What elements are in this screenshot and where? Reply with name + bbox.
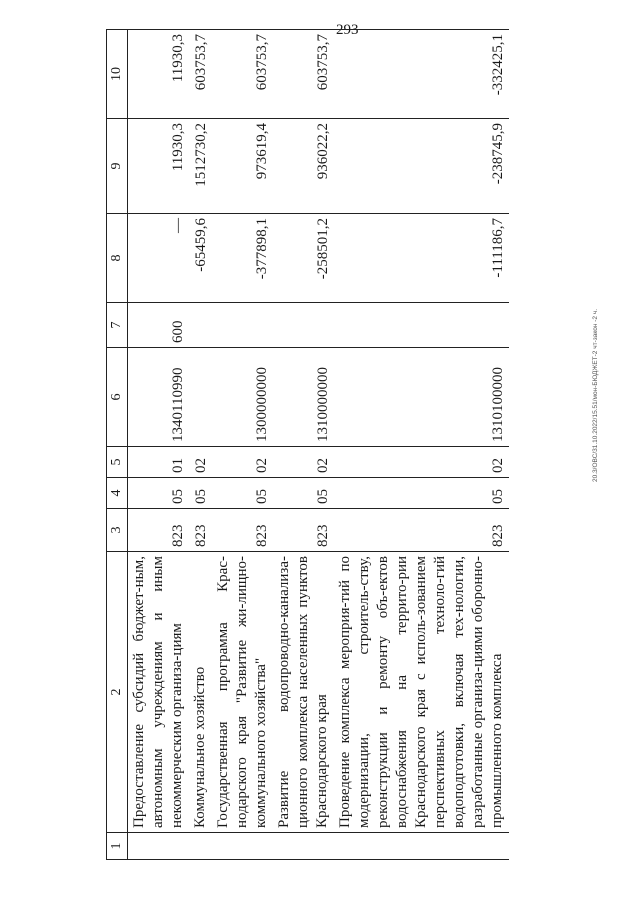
ministry-code-cell: 823: [273, 509, 334, 552]
target-article-cell: [189, 348, 212, 447]
target-article-cell: 1310000000: [273, 348, 334, 447]
page-number: 293: [336, 22, 359, 38]
row-description-cell: Предоставление субсидий бюджет-ным, автономным учреждениям и иным некоммерческим организа-циям: [128, 552, 190, 833]
budget-table-container: [106, 34, 592, 860]
target-article-cell: 1300000000: [212, 348, 273, 447]
column-header-3: 3: [107, 509, 128, 552]
amount-cell-9: 936022,2: [273, 119, 334, 214]
amount-cell-10: 603753,7: [189, 30, 212, 119]
change-amount-cell: -111186,7: [334, 214, 509, 303]
section-code-cell: 05: [334, 478, 509, 509]
column-header-9: 9: [107, 119, 128, 214]
column-header-5: 5: [107, 447, 128, 478]
table-row: [212, 30, 273, 860]
column-header-7: 7: [107, 303, 128, 348]
ministry-code-cell: 823: [212, 509, 273, 552]
amount-cell-10: 11930,3: [128, 30, 190, 119]
amount-cell-10: 603753,7: [273, 30, 334, 119]
column-header-4: 4: [107, 478, 128, 509]
change-amount-cell: -258501,2: [273, 214, 334, 303]
row-number-cell: [189, 833, 212, 860]
ministry-code-cell: 823: [128, 509, 190, 552]
column-header-2: 2: [107, 552, 128, 833]
column-header-1: 1: [107, 833, 128, 860]
change-amount-cell: -377898,1: [212, 214, 273, 303]
column-header-6: 6: [107, 348, 128, 447]
expense-type-cell: [212, 303, 273, 348]
row-number-cell: [212, 833, 273, 860]
row-number-cell: [334, 833, 509, 860]
section-code-cell: 05: [273, 478, 334, 509]
subsection-code-cell: 02: [189, 447, 212, 478]
amount-cell-10: -332425,1: [334, 30, 509, 119]
expense-type-cell: 600: [128, 303, 190, 348]
row-description-cell: Развитие водопроводно-канализа-ционного комплекса населенных пунктов Краснодарского края: [273, 552, 334, 833]
amount-cell-9: -238745,9: [334, 119, 509, 214]
amount-cell-9: 11930,3: [128, 119, 190, 214]
budget-table: [106, 29, 509, 860]
row-description-cell: Проведение комплекса мероприя-тий по модернизации, строитель-ству, реконструкции и ремонту объ-ектов водоснабжения на террито-рии Краснодарского края с исполь-зованием перспективных техноло-гий водоподготовки, включая тех-нологии, разработанные организа-циями оборонно-промышленного комплекса: [334, 552, 509, 833]
amount-cell-9: 973619,4: [212, 119, 273, 214]
table-row: [128, 30, 190, 860]
row-description-cell: Коммунальное хозяйство: [189, 552, 212, 833]
table-row: [334, 30, 509, 860]
amount-cell-10: 603753,7: [212, 30, 273, 119]
ministry-code-cell: 823: [334, 509, 509, 552]
expense-type-cell: [273, 303, 334, 348]
column-header-10: 10: [107, 30, 128, 119]
document-stamp-note: 20.3/ОВС/31.10.2022/15.51/мон-БЮДЖЕТ-2 чт-закон -2 ч.: [592, 308, 599, 482]
subsection-code-cell: 01: [128, 447, 190, 478]
expense-type-cell: [334, 303, 509, 348]
section-code-cell: 05: [212, 478, 273, 509]
row-number-cell: [128, 833, 190, 860]
expense-type-cell: [189, 303, 212, 348]
table-row: [189, 30, 212, 860]
table-row: [273, 30, 334, 860]
target-article-cell: 1310100000: [334, 348, 509, 447]
amount-cell-9: 1512730,2: [189, 119, 212, 214]
row-number-cell: [273, 833, 334, 860]
section-code-cell: 05: [189, 478, 212, 509]
ministry-code-cell: 823: [189, 509, 212, 552]
subsection-code-cell: 02: [212, 447, 273, 478]
change-amount-cell: —: [128, 214, 190, 303]
subsection-code-cell: 02: [334, 447, 509, 478]
target-article-cell: 1340110990: [128, 348, 190, 447]
section-code-cell: 05: [128, 478, 190, 509]
row-description-cell: Государственная программа Крас-нодарского края "Развитие жи-лищно-коммунального хозяйства": [212, 552, 273, 833]
change-amount-cell: -65459,6: [189, 214, 212, 303]
subsection-code-cell: 02: [273, 447, 334, 478]
column-header-8: 8: [107, 214, 128, 303]
header-row: [107, 30, 128, 860]
table-body: [128, 30, 510, 860]
